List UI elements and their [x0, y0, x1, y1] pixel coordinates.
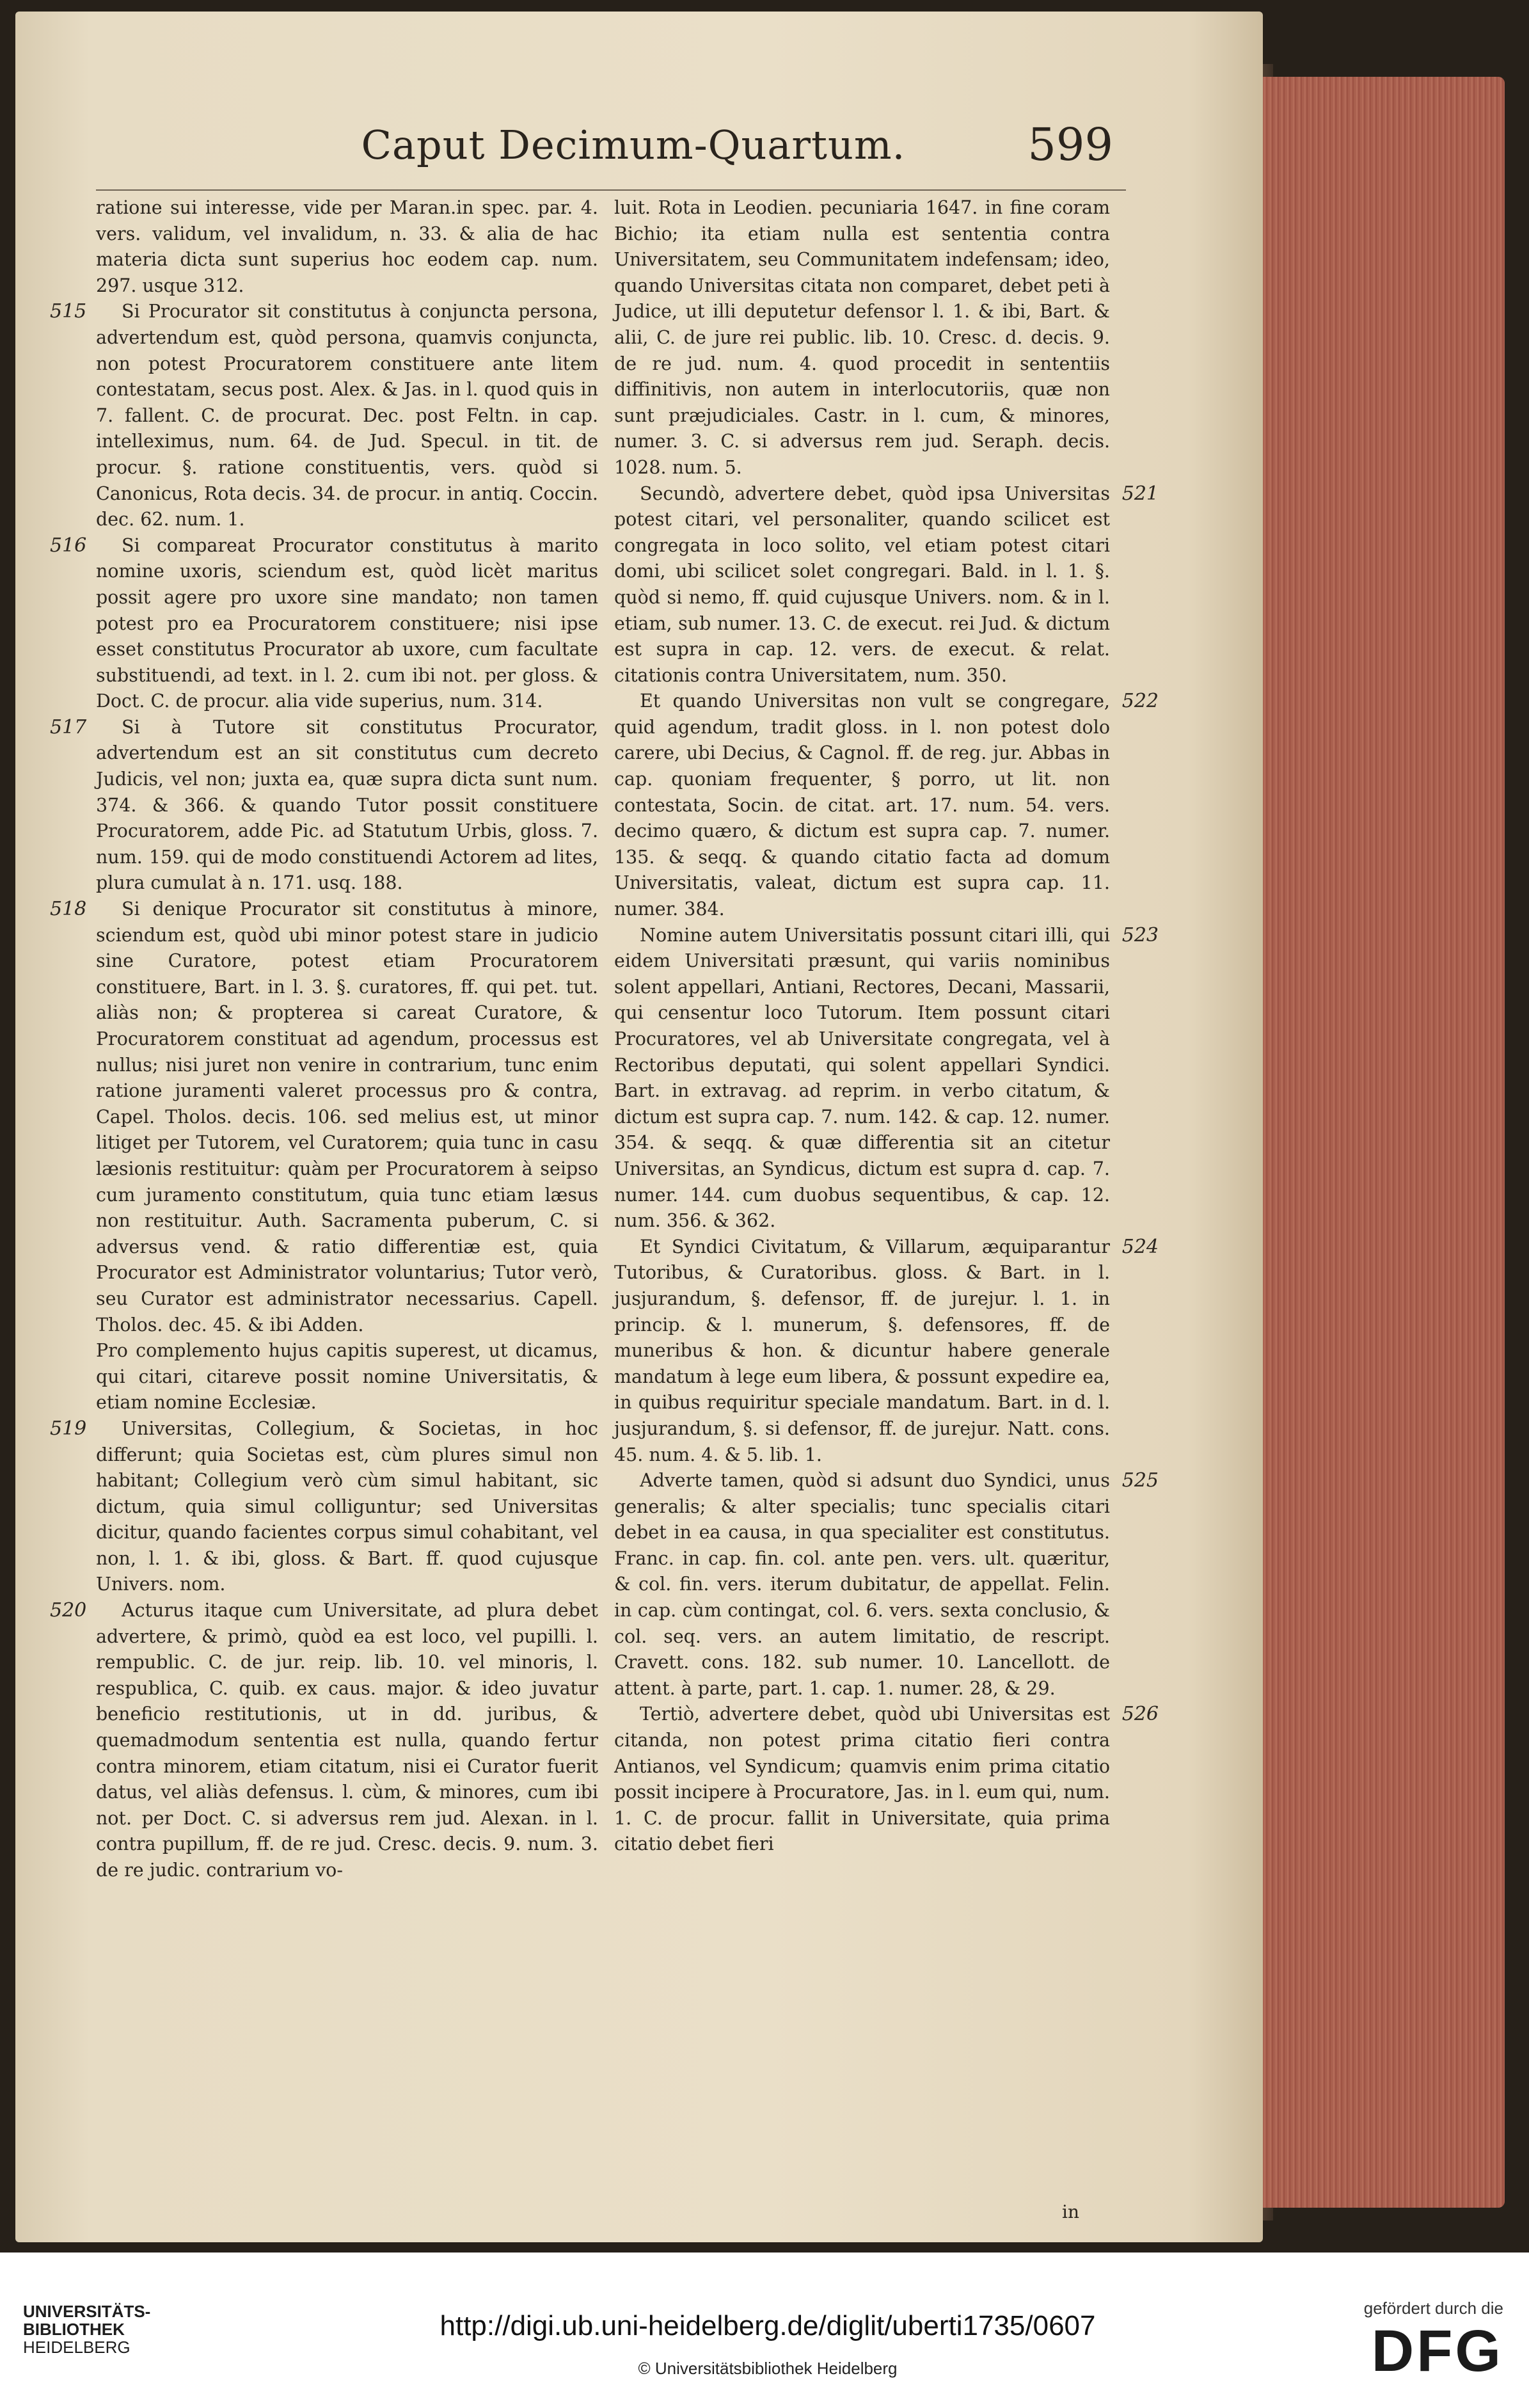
- permalink-url[interactable]: http://digi.ub.uni-heidelberg.de/diglit/uberti1735/0607: [440, 2310, 1096, 2341]
- page-number: 599: [1027, 118, 1113, 171]
- paragraph: [614, 481, 1159, 689]
- margin-number: 517: [50, 715, 87, 738]
- paragraph-text: Tertiò, advertere debet, quòd ubi Universitas est citanda, non potest prima citatio fieri contra Antianos, vel Syndicum; quamvis enim prima citatio possit incipere à Procuratore, Jas. in l. eum qui, num. 1. C. de procur. fallit in Universitate, quia prima citatio debet fieri: [614, 1703, 1110, 1855]
- university-library-logo[interactable]: [23, 2302, 150, 2356]
- paragraph: [50, 1598, 598, 1884]
- running-title: Caput Decimum-Quartum.: [361, 122, 906, 168]
- paragraph: [50, 897, 598, 1338]
- margin-number: 523: [1121, 923, 1159, 946]
- margin-number: 520: [50, 1599, 87, 1622]
- margin-number: 526: [1121, 1703, 1159, 1726]
- paragraph-text: Et Syndici Civitatum, & Villarum, æquiparantur Tutoribus, & Curatoribus. gloss. & Bart. in l. jusjurandum, §. defensor, ff. de jurejur. l. 1. in princip. & l. munerum, §. defensores, ff. de muneribus & hon. & dicuntur habere generale mandatum à lege eum libera, & possunt expedire ea, in quibus requiritur speciale mandatum. Bart. in d. l. jusjurandum, §. si defensor, ff. de jurejur. Natt. cons. 45. num. 4. & 5. lib. 1.: [614, 1236, 1110, 1465]
- paragraph-text: Universitas, Collegium, & Societas, in hoc differunt; quia Societas est, cùm plures simul non habitant; Collegium verò cùm simul habitant, sic dictum, quia simul colliguntur; sed Universitas dicitur, quando facientes corpus simul cohabitant, vel non, l. 1. & ibi, gloss. & Bart. ff. quod cujusque Univers. nom.: [96, 1417, 598, 1595]
- paragraph: [614, 195, 1110, 481]
- paragraph-text: Nomine autem Universitatis possunt citari illi, qui eidem Universitati præsunt, qui variis nominibus solent appellari, Antiani, Rectores, Decani, Massarii, qui censentur loco Tutorum. Item possunt citari Procuratores, vel ab Universitate congregata, vel à Rectoribus deputati, qui solent appellari Syndici. Bart. in extravag. ad reprim. in verbo citatum, & dictum est supra cap. 7. num. 142. & cap. 12. numer. 354. & seqq. & quæ differentia sit an citetur Universitas, an Syndicus, dictum est supra d. cap. 7. numer. 144. cum duobus sequentibus, & cap. 12. num. 356. & 362.: [614, 924, 1110, 1232]
- paragraph: [614, 1234, 1159, 1468]
- margin-number: 524: [1121, 1235, 1159, 1258]
- paragraph-text: luit. Rota in Leodien. pecuniaria 1647. in fine coram Bichio; ita etiam nulla est sententia contra Universitatem, seu Communitatem indefensam; ideo, quando Universitas citata non comparet, debet peti à Judice, ut illi deputetur defensor l. 1. & ibi, Bart. & alii, C. de jure rei public. lib. 10. Cresc. d. decis. 9. de re jud. num. 4. quod procedit in sententiis diffinitivis, non autem in interlocutoriis, quæ non sunt præjudiciales. Castr. in l. cum, & minores, numer. 3. C. si adversus rem jud. Seraph. decis. 1028. num. 5.: [614, 197, 1110, 478]
- catchword: in: [1062, 2201, 1079, 2222]
- paragraph: [96, 1338, 598, 1416]
- paragraph: [614, 1468, 1159, 1702]
- paragraph: [614, 1702, 1159, 1858]
- institution-line-3: HEIDELBERG: [23, 2338, 131, 2357]
- paragraph-text: ratione sui interesse, vide per Maran.in spec. par. 4. vers. validum, vel invalidum, n. 33. & alia de hac materia dicta sunt superius hoc eodem cap. num. 297. usque 312.: [96, 197, 598, 296]
- paragraph-text: Si Procurator sit constitutus à conjuncta persona, advertendum est, quòd persona, quamvis conjuncta, non potest Procuratorem constituere ante litem contestatam, secus post. Alex. & Jas. in l. quod quis in 7. fallent. C. de procurat. Dec. post Feltn. in cap. intelleximus, num. 64. de Jud. Specul. in tit. de procur. §. ratione constituentis, vers. quòd si Canonicus, Rota decis. 34. de procur. in antiq. Coccin. dec. 62. num. 1.: [96, 301, 598, 530]
- paragraph: [50, 533, 598, 715]
- margin-number: 515: [50, 300, 87, 323]
- margin-number: 519: [50, 1417, 87, 1440]
- margin-number: 518: [50, 898, 87, 921]
- institution-line-1: UNIVERSITÄTS-: [23, 2302, 151, 2321]
- paragraph: [614, 923, 1159, 1234]
- paragraph: [96, 195, 598, 299]
- copyright-notice: © Universitätsbibliothek Heidelberg: [638, 2359, 898, 2378]
- paragraph-text: Secundò, advertere debet, quòd ipsa Universitas potest citari, vel personaliter, quando scilicet est congregata in loco solito, vel etiam potest citari domi, ubi scilicet solet congregari. Bald. in l. 1. §. quòd si nemo, ff. quid cujusque Univers. nom. & in l. etiam, sub numer. 13. C. de execut. rei Jud. & dictum est supra in cap. 12. vers. de execut. & relat. citationis contra Universitatem, num. 350.: [614, 482, 1110, 686]
- paragraph-text: Si denique Procurator sit constitutus à minore, sciendum est, quòd ubi minor potest stare in judicio sine Curatore, potest etiam Procuratorem constituere, Bart. in l. 3. §. curatores, ff. qui pet. tut. aliàs non; & propterea si careat Curatore, & Procuratorem constituat ad agendum, processus est nullus; nisi juret non venire in contrarium, tunc enim ratione juramenti valeret processus pro & contra, Capel. Tholos. decis. 106. sed melius est, ut minor litiget per Tutorem, vel Curatorem; quia tunc in casu læsionis restituitur: quàm per Procuratorem à seipso cum juramento constitutum, quia tunc etiam læsus non restituitur. Auth. Sacramenta puberum, C. si adversus vend. & ratio differentiæ est, quia Procurator est Administrator voluntarius; Tutor verò, seu Curator est administrator necessarius. Capell. Tholos. dec. 45. & ibi Adden.: [96, 898, 598, 1336]
- book-page-edges: [1263, 77, 1505, 2208]
- left-column: [50, 195, 598, 1884]
- paragraph: [50, 715, 598, 897]
- paragraph-text: Pro complemento hujus capitis superest, ut dicamus, qui citari, citareve possit nomine Universitatis, & etiam nomine Ecclesiæ.: [96, 1340, 598, 1414]
- paragraph-text: Adverte tamen, quòd si adsunt duo Syndici, unus generalis; & alter specialis; tunc specialis citari debet in ea causa, in qua specialiter est constitutus. Franc. in cap. fin. col. ante pen. vers. ult. quæritur, & col. fin. vers. iterum dubitatur, de appellat. Felin. in cap. cùm contingat, col. 6. vers. sexta conclusio, & col. seq. vers. an autem limitatio, de rescript. Cravett. cons. 182. sub numer. 10. Lancellott. de attent. à parte, part. 1. cap. 1. numer. 28, & 29.: [614, 1470, 1110, 1699]
- institution-line-2: BIBLIOTHEK: [23, 2320, 125, 2339]
- funded-by-label: gefördert durch die: [1363, 2299, 1503, 2318]
- margin-number: 521: [1121, 482, 1159, 505]
- paragraph-text: Si compareat Procurator constitutus à marito nomine uxoris, sciendum est, quòd licèt maritus possit agere pro uxore sine mandato; non tamen potest pro ea Procuratorem constituere; nisi ipse esset constitutus Procurator ab uxore, cum facultate substituendi, ad text. in l. 2. cum ibi not. per gloss. & Doct. C. de procur. alia vide superius, num. 314.: [96, 534, 598, 712]
- header-rule: [96, 189, 1126, 191]
- paragraph: [614, 689, 1159, 922]
- margin-number: 525: [1121, 1469, 1159, 1492]
- paragraph-text: Et quando Universitas non vult se congregare, quid agendum, tradit gloss. in l. non potest dolo carere, ubi Decius, & Cagnol. ff. de reg. jur. Abbas in cap. quoniam frequenter, § porro, ut lit. non contestata, Socin. de citat. art. 17. num. 54. vers. decimo quæro, & dictum est supra cap. 7. numer. 135. & seqq. & quando citatio facta ad domum Universitatis, valeat, dictum est supra cap. 11. numer. 384.: [614, 690, 1110, 920]
- dfg-logo[interactable]: DFG: [1371, 2318, 1503, 2384]
- paragraph-text: Si à Tutore sit constitutus Procurator, advertendum est an sit constitutus cum decreto Judicis, vel non; juxta ea, quæ supra dicta sunt num. 374. & 366. & quando Tutor possit constituere Procuratorem, adde Pic. ad Statutum Urbis, gloss. 7. num. 159. qui de modo constituendi Actorem ad lites, plura cumulat à n. 171. usq. 188.: [96, 716, 598, 894]
- margin-number: 516: [50, 534, 87, 557]
- paragraph: [50, 1416, 598, 1598]
- paragraph-text: Acturus itaque cum Universitate, ad plura debet advertere, & primò, quòd ea est loco, vel pupilli. l. rempublic. C. de jur. reip. lib. 10. vel minoris, l. respublica, C. quib. ex caus. major. & ideo juvatur beneficio restitutionis, ut in dd. juribus, & quemadmodum sententia est nulla, quando fertur contra minorem, etiam citatum, nisi ei Curator fuerit datus, vel aliàs defensus. l. cùm, & minores, cum ibi not. per Doct. C. si adversus rem jud. Alexan. in l. contra pupillum, ff. de re jud. Cresc. decis. 9. num. 3. de re judic. contrarium vo-: [96, 1600, 598, 1881]
- margin-number: 522: [1121, 690, 1159, 713]
- paragraph: [50, 299, 598, 532]
- right-column: [614, 195, 1159, 1858]
